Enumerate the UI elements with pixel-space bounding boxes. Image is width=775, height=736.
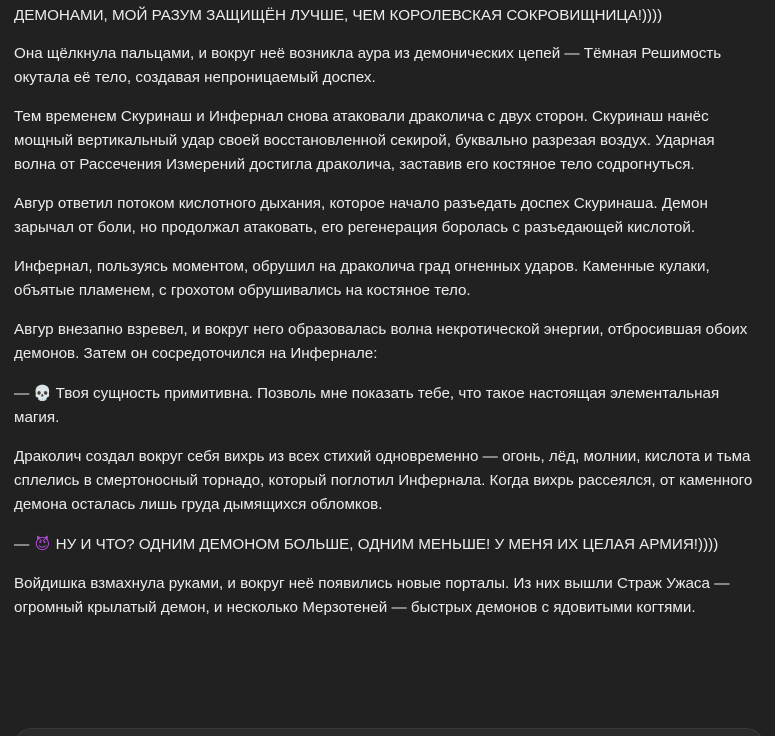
message-composer[interactable] [14, 728, 764, 736]
message-paragraph-5: Инфернал, пользуясь моментом, обрушил на драколича град огненных ударов. Каменные кулаки, объятые пламенем, с грохотом обрушивались на костяное тело. [14, 258, 710, 299]
assistant-message [14, 4, 759, 635]
message-paragraph-8: Войдишка взмахнула руками, и вокруг неё появились новые порталы. Из них вышли Страж Ужаса — огромный крылатый демон, и несколько Мерзотеней — быстрых демонов с ядовитыми когтями. [14, 575, 730, 616]
message-paragraph-3: Тем временем Скуринаш и Инфернал снова атаковали драколича с двух сторон. Скуринаш нанёс мощный вертикальный удар своей восстановленной секирой, буквально разрезая воздух. Ударная волна от Рассечения Измерений достигла драколича, заставив его костяное тело содрогнуться. [14, 108, 715, 173]
message-paragraph-1: ДЕМОНАМИ, МОЙ РАЗУМ ЗАЩИЩЁН ЛУЧШЕ, ЧЕМ КОРОЛЕВСКАЯ СОКРОВИЩНИЦА!)))) [14, 7, 663, 24]
dialogue-dash: — [14, 536, 30, 553]
message-paragraph-7: Драколич создал вокруг себя вихрь из всех стихий одновременно — огонь, лёд, молнии, кислота и тьма сплелись в смертоносный торнадо, который поглотил Инфернала. Когда вихрь рассеялся, от каменного демона осталась лишь груда дымящихся обломков. [14, 448, 753, 513]
message-paragraph-4: Авгур ответил потоком кислотного дыхания, которое начало разъедать доспех Скуринаша. Демон зарычал от боли, но продолжал атаковать, его регенерация боролась с разъедающей кислотой. [14, 195, 708, 236]
skull-icon: 💀 [33, 384, 53, 402]
dialogue-text: Твоя сущность примитивна. Позволь мне показать тебе, что такое настоящая элементальная магия. [14, 385, 720, 426]
devil-icon: 😈 [34, 535, 51, 553]
message-paragraph-2: Она щёлкнула пальцами, и вокруг неё возникла аура из демонических цепей — Тёмная Решимость окутала её тело, создавая непроницаемый доспех. [14, 45, 722, 86]
dialogue-line-skull [14, 381, 759, 430]
message-paragraph-6: Авгур внезапно взревел, и вокруг него образовалась волна некротической энергии, отбросившая обоих демонов. Затем он сосредоточился на Инфернале: [14, 321, 748, 362]
dialogue-text: НУ И ЧТО? ОДНИМ ДЕМОНОМ БОЛЬШЕ, ОДНИМ МЕНЬШЕ! У МЕНЯ ИХ ЦЕЛАЯ АРМИЯ!)))) [55, 536, 719, 553]
dialogue-line-devil [14, 532, 759, 557]
dialogue-dash: — [14, 385, 30, 402]
